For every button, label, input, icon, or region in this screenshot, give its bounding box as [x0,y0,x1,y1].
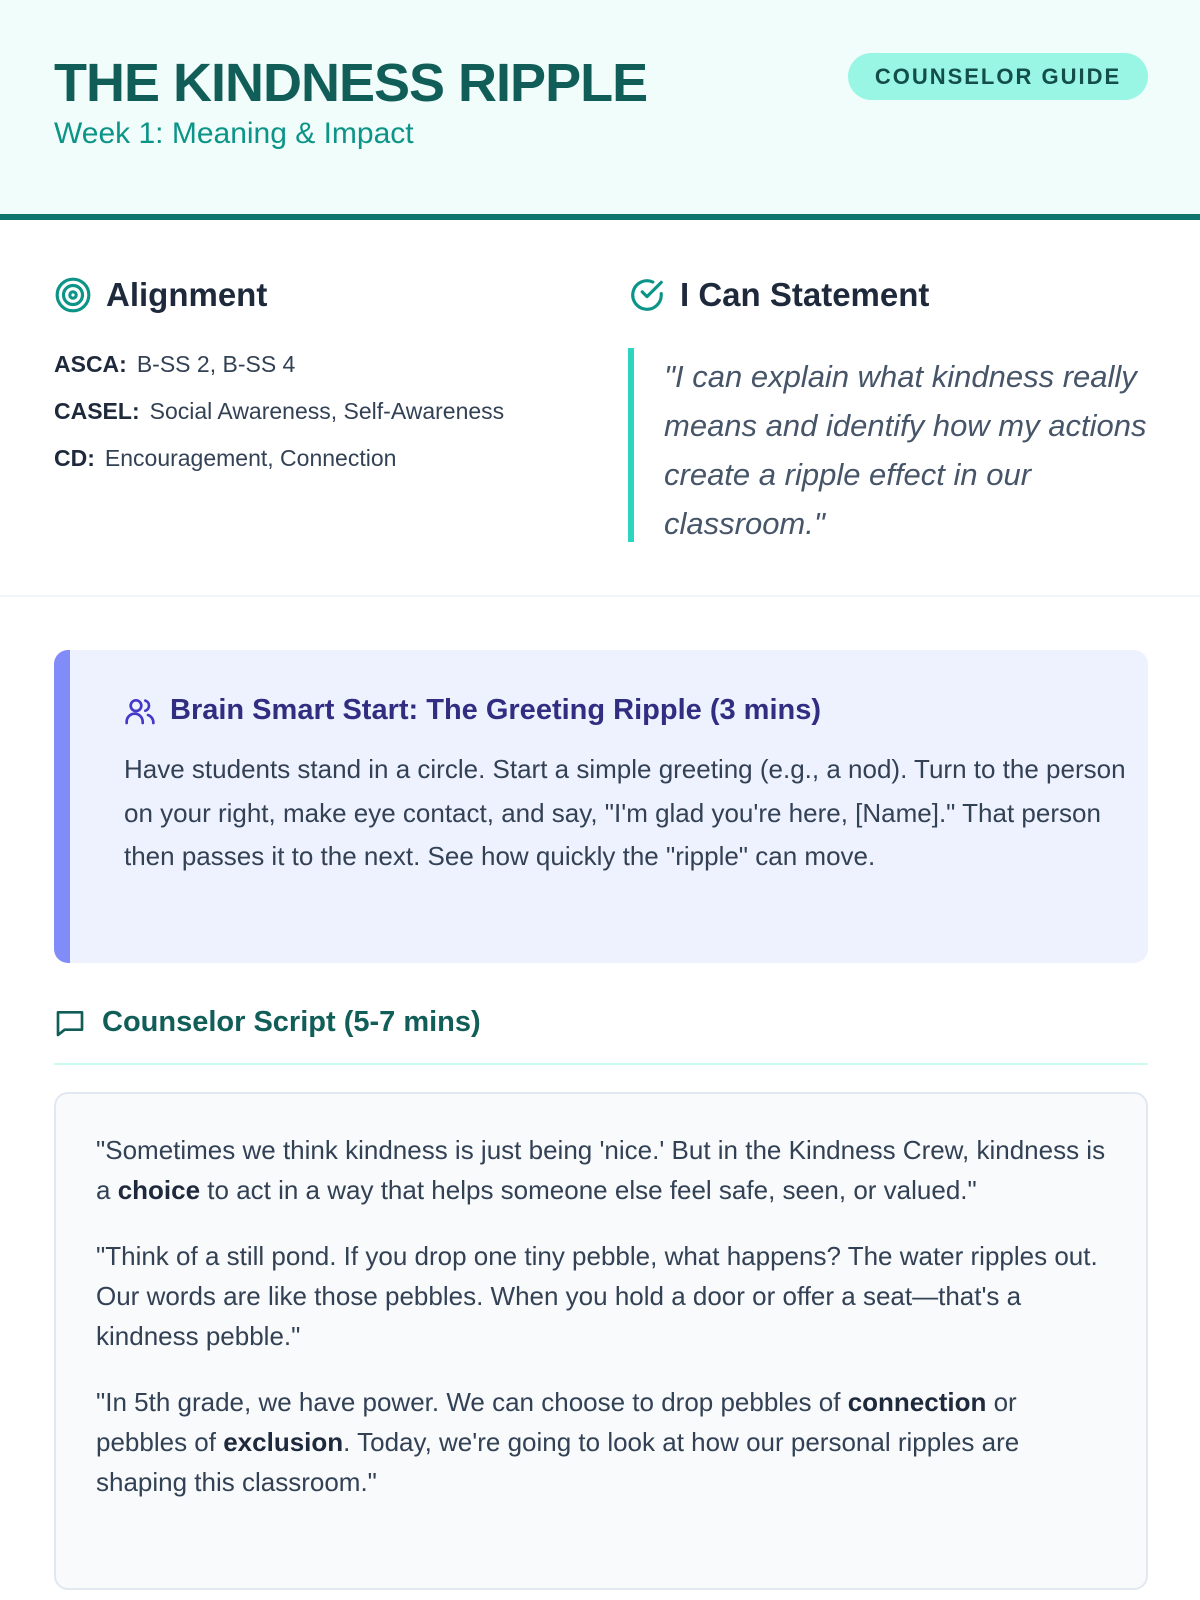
alignment-row [54,445,396,472]
alignment-value: Encouragement, Connection [104,445,397,471]
script-paragraph [96,1130,1106,1210]
alignment-row [54,398,504,425]
check-circle-icon [628,276,666,314]
script-text: "Sometimes we think kindness is just being 'nice.' But in the Kindness Crew, kindness is a [96,1135,1106,1205]
section-divider [0,595,1200,597]
script-text: "In 5th grade, we have power. We can choose to drop pebbles of [96,1387,848,1417]
script-heading-rule [54,1063,1148,1065]
script-emphasis: connection [847,1387,987,1417]
target-icon [54,276,92,314]
script-emphasis: exclusion [223,1427,344,1457]
i-can-heading [628,276,929,314]
i-can-heading-label: I Can Statement [680,276,930,313]
alignment-key: CD: [54,445,95,471]
alignment-heading [54,276,267,314]
script-emphasis: choice [117,1175,201,1205]
counselor-guide-badge: COUNSELOR GUIDE [848,53,1148,100]
header [0,0,1200,220]
i-can-statement: "I can explain what kindness really means and identify how my actions create a ripple effect in our classroom." [628,348,1148,542]
alignment-row [54,351,295,378]
brain-smart-start-body: Have students stand in a circle. Start a simple greeting (e.g., a nod). Turn to the person on your right, make eye contact, and say, "I'm glad you're here, [Name]." That person then passes it to the next. See how quickly the "ripple" can move. [124,754,1126,871]
counselor-script-heading-label: Counselor Script (5-7 mins) [102,1006,481,1038]
brain-smart-start-title [124,694,821,727]
alignment-key: CASEL: [54,398,140,424]
script-text: to act in a way that helps someone else feel safe, seen, or valued." [200,1175,977,1205]
alignment-heading-label: Alignment [106,276,268,313]
users-icon [124,695,156,727]
script-text: or pebbles of [96,1387,1017,1457]
script-paragraph [96,1382,1106,1502]
page-subtitle: Week 1: Meaning & Impact [54,117,414,150]
message-square-icon [54,1007,86,1039]
alignment-value: B-SS 2, B-SS 4 [136,351,296,377]
script-paragraph: "Think of a still pond. If you drop one tiny pebble, what happens? The water ripples out. Our words are like those pebbles. When you hold a door or offer a seat—that's a kindness pebble." [96,1241,1098,1351]
page-title: THE KINDNESS RIPPLE [54,53,648,113]
counselor-script-box [54,1092,1148,1590]
script-text: . Today, we're going to look at how our personal ripples are shaping this classroom." [96,1427,1020,1497]
counselor-script-heading [54,1006,481,1039]
alignment-key: ASCA: [54,351,127,377]
brain-smart-start-title-label: Brain Smart Start: The Greeting Ripple (3 mins) [170,694,821,726]
alignment-value: Social Awareness, Self-Awareness [149,398,505,424]
brain-smart-start-card [54,650,1148,963]
